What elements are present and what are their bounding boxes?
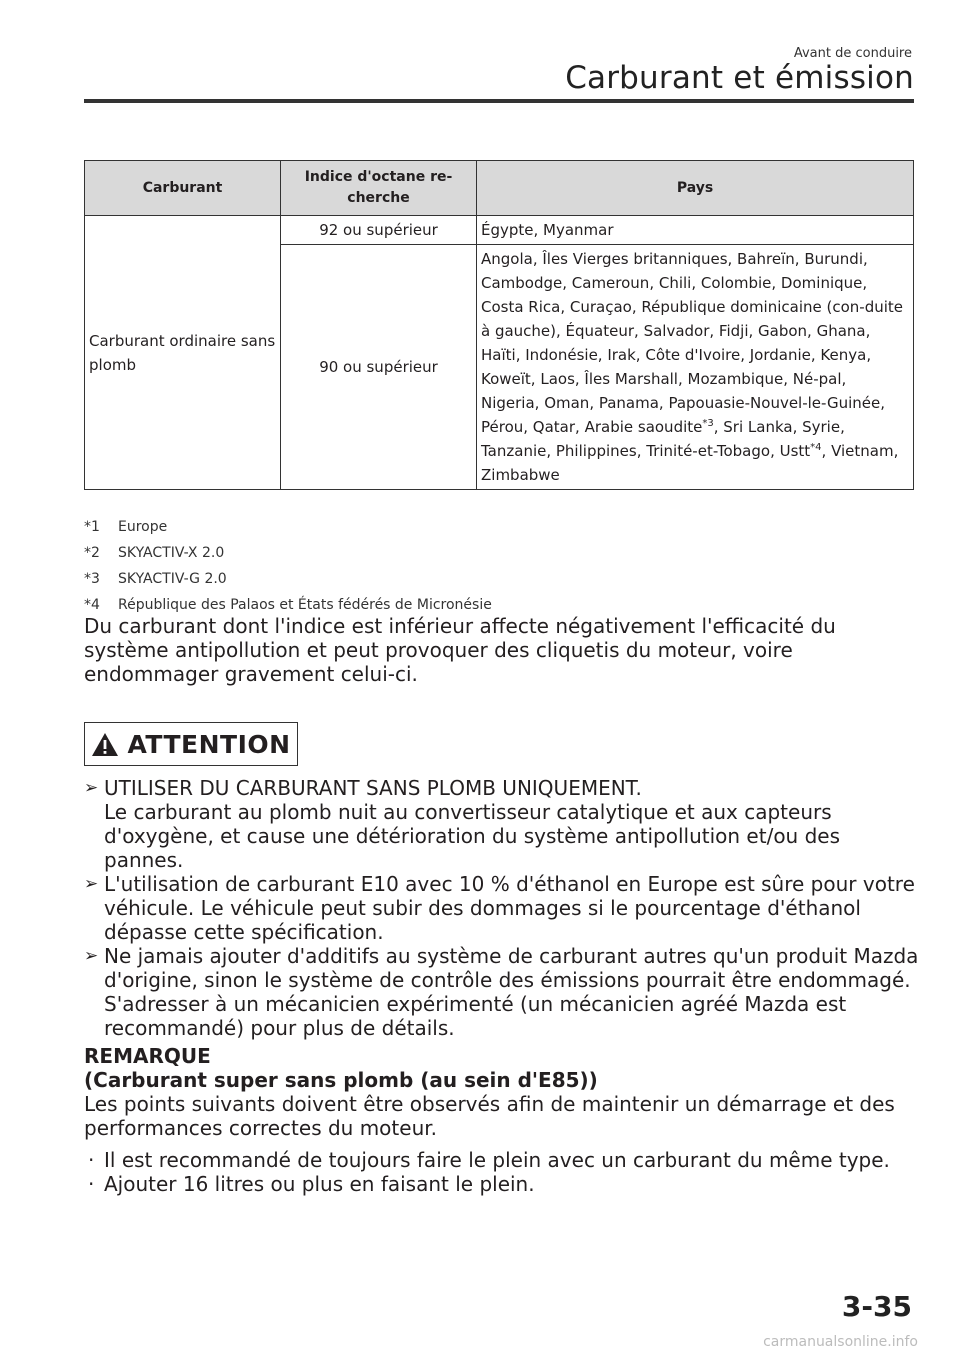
footnote-text: SKYACTIV-X 2.0 xyxy=(118,545,225,561)
fuel-type-cell: Carburant ordinaire sans plomb xyxy=(85,216,281,490)
header-country: Pays xyxy=(477,161,914,216)
arrow-bullet-icon: ➢ xyxy=(84,874,99,894)
attention-label: ATTENTION xyxy=(127,729,291,759)
page-number: 3-35 xyxy=(841,1290,912,1323)
list-item-text: Ajouter 16 litres ou plus en faisant le plein. xyxy=(104,1172,535,1196)
list-item-text: Il est recommandé de toujours faire le plein avec un carburant du même type. xyxy=(104,1148,890,1172)
bullet-text: L'utilisation de carburant E10 avec 10 % d'éthanol en Europe est sûre pour votre véhicule. Le véhicule peut subir des dommages si le pourcentage d'éthanol dépasse cette spécification. xyxy=(104,872,915,944)
octane-warning-paragraph: Du carburant dont l'indice est inférieur affecte négativement l'efficacité du système antipollution et peut provoquer des cliquetis du moteur, voire endommager gravement celui-ci. xyxy=(84,614,836,686)
watermark: carmanualsonline.info xyxy=(763,1334,918,1350)
header-fuel: Carburant xyxy=(85,161,281,216)
remarque-label: REMARQUE xyxy=(84,1044,211,1068)
footnote-number: *1 xyxy=(84,519,100,535)
list-item xyxy=(84,944,924,1040)
attention-box xyxy=(84,722,298,766)
table-row xyxy=(85,216,914,245)
remarque-section xyxy=(84,1044,924,1196)
remarque-list xyxy=(84,1148,924,1196)
octane-cell: 90 ou supérieur xyxy=(281,245,477,490)
bullet-title: UTILISER DU CARBURANT SANS PLOMB UNIQUEMENT. xyxy=(104,776,642,800)
section-label: Avant de conduire xyxy=(793,46,912,61)
countries-text: , Vietnam, Zimbabwe xyxy=(481,442,899,484)
bullet-text: Ne jamais ajouter d'additifs au système de carburant autres qu'un produit Mazda d'origine, sinon le système de contrôle des émissions pourrait être endommagé. S'adresser à un mécanicien expérimenté (un mécanicien agréé Mazda est recommandé) pour plus de détails. xyxy=(104,944,919,1040)
countries-cell: Égypte, Myanmar xyxy=(477,216,914,245)
footnotes xyxy=(84,514,492,618)
table-header-row xyxy=(85,161,914,216)
dot-bullet-icon: · xyxy=(88,1172,95,1196)
footnote-ref: *4 xyxy=(810,442,822,453)
footnote-text: République des Palaos et États fédérés de Micronésie xyxy=(118,597,492,613)
footnote xyxy=(84,540,492,566)
header-octane: Indice d'octane re-cherche xyxy=(281,161,477,216)
countries-text: , Sri Lanka, Syrie, Tanzanie, Philippines, Trinité-et-Tobago, Ustt xyxy=(481,418,845,460)
footnote-number: *2 xyxy=(84,545,100,561)
attention-list xyxy=(84,776,924,1040)
countries-text: Angola, Îles Vierges britanniques, Bahreïn, Burundi, Cambodge, Cameroun, Chili, Colombie, Dominique, Costa Rica, Curaçao, République dominicaine (con-duite à gauche), Équateur, Salvador, Fidji, Gabon, Ghana, Haïti, Indonésie, Irak, Côte d'Ivoire, Jordanie, Kenya, Koweït, Laos, Îles Marshall, Mozambique, Né-pal, Nigeria, Oman, Panama, Papouasie-Nouvel-le-Guinée, Pérou, Qatar, Arabie saoudite xyxy=(481,250,904,436)
list-item xyxy=(84,1172,924,1196)
remarque-text: Les points suivants doivent être observés afin de maintenir un démarrage et des performances correctes du moteur. xyxy=(84,1092,895,1140)
list-item xyxy=(84,872,924,944)
arrow-bullet-icon: ➢ xyxy=(84,778,99,798)
header-rule xyxy=(84,99,914,103)
octane-cell: 92 ou supérieur xyxy=(281,216,477,245)
countries-cell xyxy=(477,245,914,490)
bullet-text: Le carburant au plomb nuit au convertisseur catalytique et aux capteurs d'oxygène, et cause une détérioration du système antipollution et/ou des pannes. xyxy=(104,800,841,872)
list-item xyxy=(84,776,924,872)
page-title: Carburant et émission xyxy=(565,60,914,96)
footnote-ref: *3 xyxy=(702,418,714,429)
arrow-bullet-icon: ➢ xyxy=(84,946,99,966)
list-item xyxy=(84,1148,924,1172)
footnote-text: SKYACTIV-G 2.0 xyxy=(118,571,227,587)
fuel-table xyxy=(84,160,914,490)
footnote-text: Europe xyxy=(118,519,168,535)
remarque-subtitle: (Carburant super sans plomb (au sein d'E85)) xyxy=(84,1068,598,1092)
warning-icon xyxy=(91,732,119,757)
footnote xyxy=(84,514,492,540)
footnote xyxy=(84,566,492,592)
dot-bullet-icon: · xyxy=(88,1148,95,1172)
footnote-number: *4 xyxy=(84,597,100,613)
footnote-number: *3 xyxy=(84,571,100,587)
